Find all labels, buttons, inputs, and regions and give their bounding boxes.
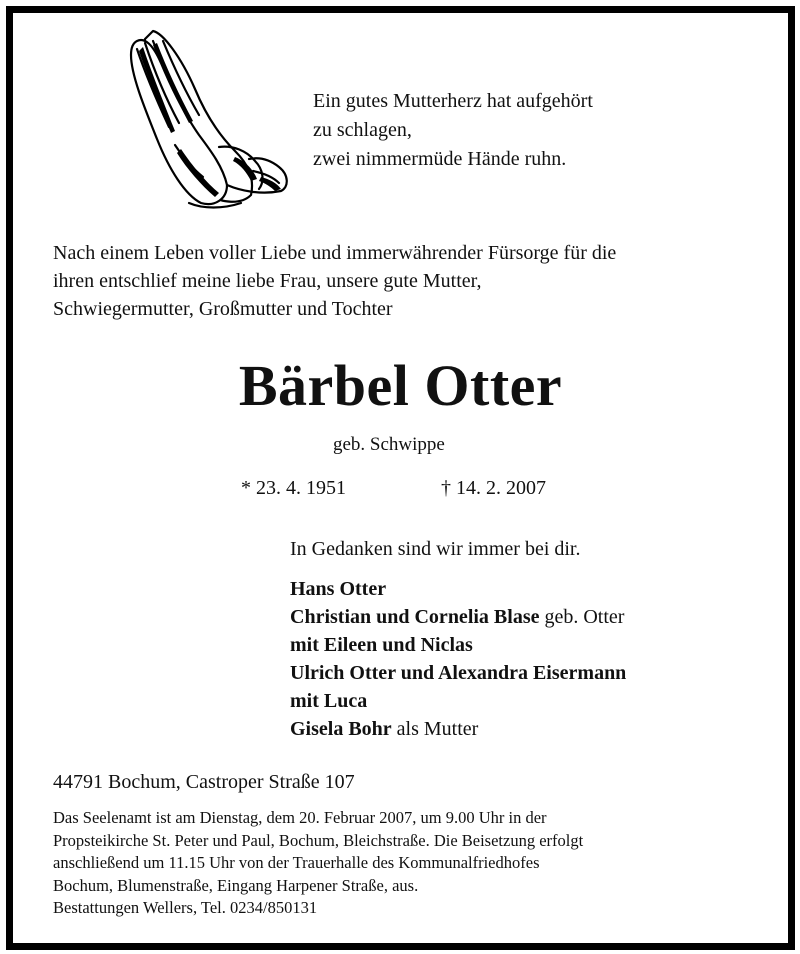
intro-text bbox=[53, 239, 616, 323]
death-date: † 14. 2. 2007 bbox=[441, 477, 546, 499]
family-member-note: als Mutter bbox=[391, 718, 479, 740]
family-member bbox=[290, 575, 626, 603]
family-member-name: Gisela Bohr bbox=[290, 718, 392, 740]
family-address: 44791 Bochum, Castroper Straße 107 bbox=[53, 771, 355, 793]
verse bbox=[313, 87, 593, 174]
family-member-name: mit Luca bbox=[290, 690, 368, 712]
notice-line: Propsteikirche St. Peter und Paul, Bochum, Bleichstraße. Die Beisetzung erfolgt bbox=[53, 830, 584, 850]
remembrance-line: In Gedanken sind wir immer bei dir. bbox=[290, 538, 581, 560]
intro-line: Schwiegermutter, Großmutter und Tochter bbox=[53, 298, 393, 320]
notice-line: Bestattungen Wellers, Tel. 0234/850131 bbox=[53, 898, 318, 917]
family-member bbox=[290, 659, 626, 687]
notice-line: Bochum, Blumenstraße, Eingang Harpener Straße, aus. bbox=[53, 875, 419, 895]
funeral-notice bbox=[53, 807, 583, 920]
family-member-name: mit Eileen und Niclas bbox=[290, 634, 473, 656]
obituary-notice bbox=[6, 6, 795, 950]
maiden-name: geb. Schwippe bbox=[333, 434, 445, 455]
family-member-note: geb. Otter bbox=[539, 606, 625, 628]
family-list bbox=[290, 575, 626, 743]
family-member bbox=[290, 631, 626, 659]
verse-line: zwei nimmermüde Hände ruhn. bbox=[313, 148, 567, 170]
family-member bbox=[290, 715, 626, 743]
verse-line: Ein gutes Mutterherz hat aufgehört bbox=[313, 90, 593, 112]
notice-line: Das Seelenamt ist am Dienstag, dem 20. Februar 2007, um 9.00 Uhr in der bbox=[53, 808, 547, 827]
praying-hands-icon bbox=[123, 27, 293, 209]
intro-line: ihren entschlief meine liebe Frau, unsere gute Mutter, bbox=[53, 270, 482, 292]
verse-line: zu schlagen, bbox=[313, 119, 412, 141]
birth-date: * 23. 4. 1951 bbox=[241, 477, 346, 499]
family-member bbox=[290, 603, 626, 631]
family-member-name: Christian und Cornelia Blase bbox=[290, 606, 540, 628]
deceased-name: Bärbel Otter bbox=[238, 353, 563, 418]
notice-line: anschließend um 11.15 Uhr von der Trauerhalle des Kommunalfriedhofes bbox=[53, 853, 540, 872]
family-member-name: Ulrich Otter und Alexandra Eisermann bbox=[290, 662, 627, 684]
intro-line: Nach einem Leben voller Liebe und immerwährender Fürsorge für die bbox=[53, 242, 617, 264]
family-member-name: Hans Otter bbox=[290, 578, 387, 600]
family-member bbox=[290, 687, 626, 715]
